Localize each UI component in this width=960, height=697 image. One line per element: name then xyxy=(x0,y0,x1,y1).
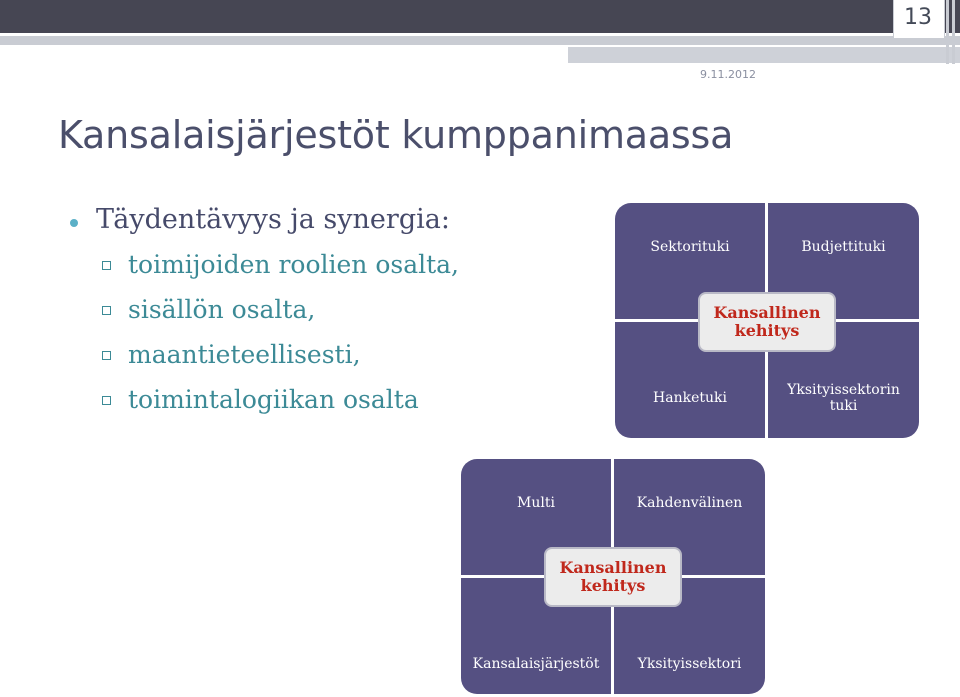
quadrant-label: Sektorituki xyxy=(650,239,730,255)
right-stripe xyxy=(952,0,955,64)
center-label: kehitys xyxy=(734,321,800,340)
channel-matrix xyxy=(461,459,765,694)
center-label: Kansallinen xyxy=(559,558,667,577)
quadrant-label: Kahdenvälinen xyxy=(636,495,743,511)
main-bullet xyxy=(70,198,459,242)
sub-bullet xyxy=(70,287,459,332)
sub-bullet-text: sisällön osalta, xyxy=(128,295,316,324)
sub-bullet xyxy=(70,242,459,287)
main-bullet-text: Täydentävyys ja synergia: xyxy=(96,204,450,235)
slide-date: 9.11.2012 xyxy=(700,68,756,81)
sub-bullet-text: toimijoiden roolien osalta, xyxy=(128,250,460,279)
quadrant-label: Multi xyxy=(517,495,555,511)
sub-bullet xyxy=(70,377,459,422)
bullet-list xyxy=(70,198,459,422)
center-label: kehitys xyxy=(580,576,646,595)
quadrant-label: Budjettituki xyxy=(801,239,886,255)
slide-title: Kansalaisjärjestöt kumppanimaassa xyxy=(58,113,734,157)
page-number: 13 xyxy=(904,5,932,30)
square-bullet-icon xyxy=(102,261,111,270)
center-box xyxy=(698,292,836,352)
quadrant-label: tuki xyxy=(829,398,858,414)
quadrant-label: Kansalaisjärjestöt xyxy=(472,656,600,672)
bullet-dot-icon xyxy=(70,219,78,227)
square-bullet-icon xyxy=(102,306,111,315)
header-bar xyxy=(0,0,960,33)
center-label: Kansallinen xyxy=(713,303,821,322)
quadrant-label: Hanketuki xyxy=(653,390,727,406)
header-line-right xyxy=(568,47,960,63)
sub-bullet xyxy=(70,332,459,377)
header-line xyxy=(0,36,960,45)
quadrant-label: Yksityissektorin xyxy=(787,382,900,398)
support-matrix xyxy=(615,203,919,438)
square-bullet-icon xyxy=(102,351,111,360)
sub-bullet-text: maantieteellisesti, xyxy=(128,340,361,369)
center-box xyxy=(544,547,682,607)
square-bullet-icon xyxy=(102,396,111,405)
quadrant-label: Yksityissektori xyxy=(637,656,742,672)
right-stripe xyxy=(946,0,949,64)
sub-bullet-text: toimintalogiikan osalta xyxy=(128,385,419,414)
